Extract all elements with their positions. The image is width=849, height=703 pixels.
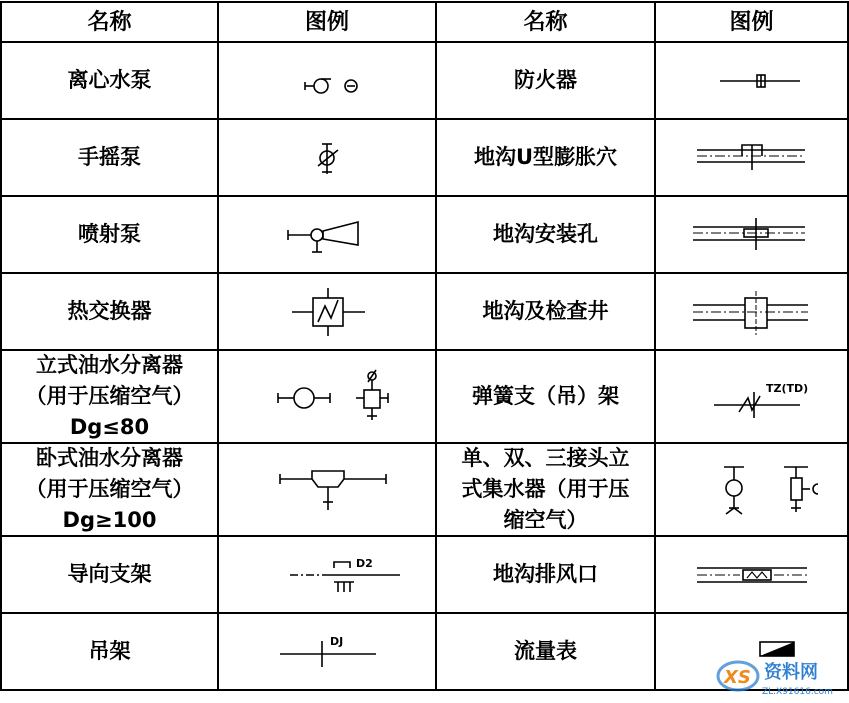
spring-label: TZ(TD) (766, 382, 809, 395)
spring-support-symbol (714, 392, 800, 418)
row-3-right-name: 地沟安装孔 (493, 222, 598, 246)
header-legend-left: 图例 (304, 9, 349, 35)
hanger-symbol (280, 641, 376, 667)
header-legend-right: 图例 (729, 9, 774, 35)
row-5-left-name: 立式油水分离器 （用于压缩空气） Dg≤80 (25, 353, 194, 439)
row-2-right-name: 地沟U型膨胀穴 (473, 145, 618, 169)
trench-inspection-well-symbol (693, 291, 808, 335)
row-7-left-name: 导向支架 (67, 562, 152, 586)
trench-installation-hole-symbol (693, 218, 805, 250)
vertical-oil-water-separator-symbol (278, 370, 388, 420)
trench-u-expansion-symbol (697, 145, 805, 170)
row-5-right-name: 弹簧支（吊）架 (472, 384, 619, 408)
centrifugal-pump-symbol (305, 79, 357, 93)
trench-exhaust-symbol (697, 568, 807, 582)
row-1-right-name: 防火器 (514, 68, 577, 92)
row-1-left-name: 离心水泵 (67, 68, 152, 92)
row-8-left-name: 吊架 (88, 639, 131, 663)
hand-pump-symbol (318, 144, 338, 174)
watermark-url: ZL.X91616.com (762, 687, 833, 697)
flame-arrester-symbol (720, 75, 800, 87)
row-4-right-name: 地沟及检查井 (482, 299, 609, 323)
row-8-right-name: 流量表 (514, 639, 577, 663)
watermark-logo (716, 650, 846, 700)
water-collector-symbol (724, 467, 818, 514)
row-4-left-name: 热交换器 (67, 299, 152, 323)
header-name-left: 名称 (87, 9, 132, 35)
header-name-right: 名称 (523, 9, 568, 35)
guide-support-symbol (290, 562, 400, 592)
horizontal-oil-water-separator-symbol (280, 471, 386, 510)
row-6-left-name: 卧式油水分离器 （用于压缩空气） Dg≥100 (25, 446, 194, 532)
watermark-brand: 资料网 (764, 662, 818, 683)
row-6-right-name: 单、双、三接头立 式集水器（用于压 缩空气） (461, 446, 630, 532)
row-7-right-name: 地沟排风口 (493, 562, 598, 586)
watermark-letters: XS (724, 667, 751, 688)
heat-exchanger-symbol (292, 288, 365, 336)
guide-label: D2 (356, 557, 373, 570)
jet-pump-symbol (288, 222, 358, 252)
hanger-label: DJ (330, 635, 344, 648)
row-2-left-name: 手摇泵 (78, 145, 141, 169)
row-3-left-name: 喷射泵 (78, 222, 141, 246)
